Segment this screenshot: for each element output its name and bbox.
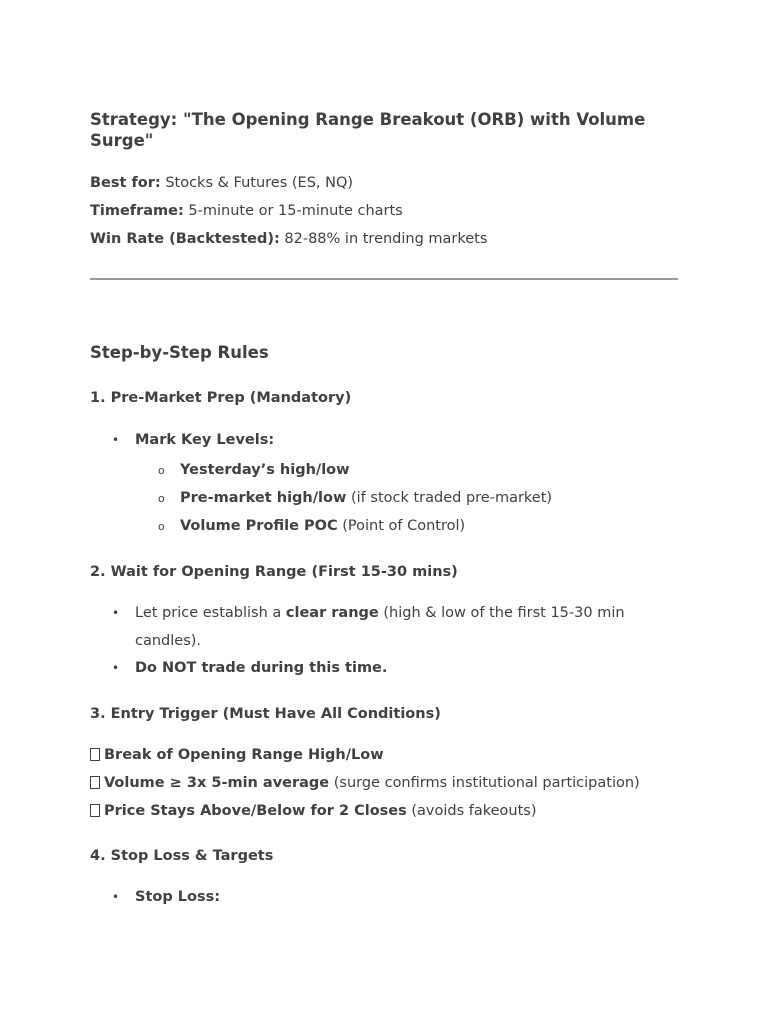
condition-item: [90, 774, 640, 792]
checkbox-icon: [90, 748, 100, 761]
timeframe-line: [90, 202, 403, 220]
horizontal-divider: [90, 278, 678, 280]
winrate-label: Win Rate (Backtested):: [90, 231, 280, 247]
section1-heading: 1. Pre-Market Prep (Mandatory): [90, 390, 352, 406]
winrate-value: 82-88% in trending markets: [279, 231, 488, 247]
checkbox-icon: [90, 804, 100, 817]
range-text-continuation: candles).: [135, 633, 202, 649]
list-item: [180, 461, 350, 479]
no-trade-warning: Do NOT trade during this time.: [135, 660, 388, 676]
list-item: [180, 489, 552, 507]
list-item: [135, 888, 220, 906]
timeframe-label: Timeframe:: [90, 203, 184, 219]
best-for-value: Stocks & Futures (ES, NQ): [160, 175, 354, 191]
stop-loss-label: Stop Loss:: [135, 889, 221, 905]
range-text-bold: clear range: [285, 605, 379, 621]
sub-bullet-marker: o: [158, 464, 165, 477]
sub-item-premarket-bold: Pre-market high/low: [180, 490, 347, 506]
sub-bullet-marker: o: [158, 520, 165, 533]
page-title: Strategy: "The Opening Range Breakout (ORB) with Volume Surge": [90, 110, 646, 150]
bullet-marker: •: [112, 890, 120, 904]
list-item: [180, 517, 465, 535]
bullet-marker: •: [112, 606, 120, 620]
sub-item-poc-bold: Volume Profile POC: [180, 518, 338, 534]
condition-closes-bold: Price Stays Above/Below for 2 Closes: [104, 803, 407, 819]
range-text-post: (high & low of the first 15-30 min: [378, 605, 625, 621]
condition-item: [90, 746, 384, 764]
section2-heading: 2. Wait for Opening Range (First 15-30 mins): [90, 564, 458, 580]
sub-bullet-marker: o: [158, 492, 165, 505]
condition-item: [90, 802, 537, 820]
timeframe-value: 5-minute or 15-minute charts: [183, 203, 403, 219]
list-item: [135, 659, 387, 677]
checkbox-icon: [90, 776, 100, 789]
range-text-pre: Let price establish a: [135, 605, 286, 621]
section4-heading: 4. Stop Loss & Targets: [90, 848, 274, 864]
best-for-label: Best for:: [90, 175, 161, 191]
list-item: [135, 431, 274, 449]
best-for-line: [90, 174, 353, 192]
condition-break-bold: Break of Opening Range High/Low: [104, 747, 384, 763]
sub-item-poc-rest: (Point of Control): [337, 518, 466, 534]
winrate-line: [90, 230, 487, 248]
rules-heading: Step-by-Step Rules: [90, 343, 269, 362]
bullet-marker: •: [112, 433, 120, 447]
sub-item-premarket-rest: (if stock traded pre-market): [346, 490, 553, 506]
condition-volume-bold: Volume ≥ 3x 5-min average: [104, 775, 330, 791]
section3-heading: 3. Entry Trigger (Must Have All Conditions): [90, 706, 441, 722]
sub-item-yesterday: Yesterday’s high/low: [180, 462, 350, 478]
condition-closes-rest: (avoids fakeouts): [406, 803, 537, 819]
mark-key-levels-label: Mark Key Levels:: [135, 432, 275, 448]
bullet-marker: •: [112, 661, 120, 675]
list-item: [135, 604, 625, 622]
condition-volume-rest: (surge confirms institutional participation): [329, 775, 640, 791]
